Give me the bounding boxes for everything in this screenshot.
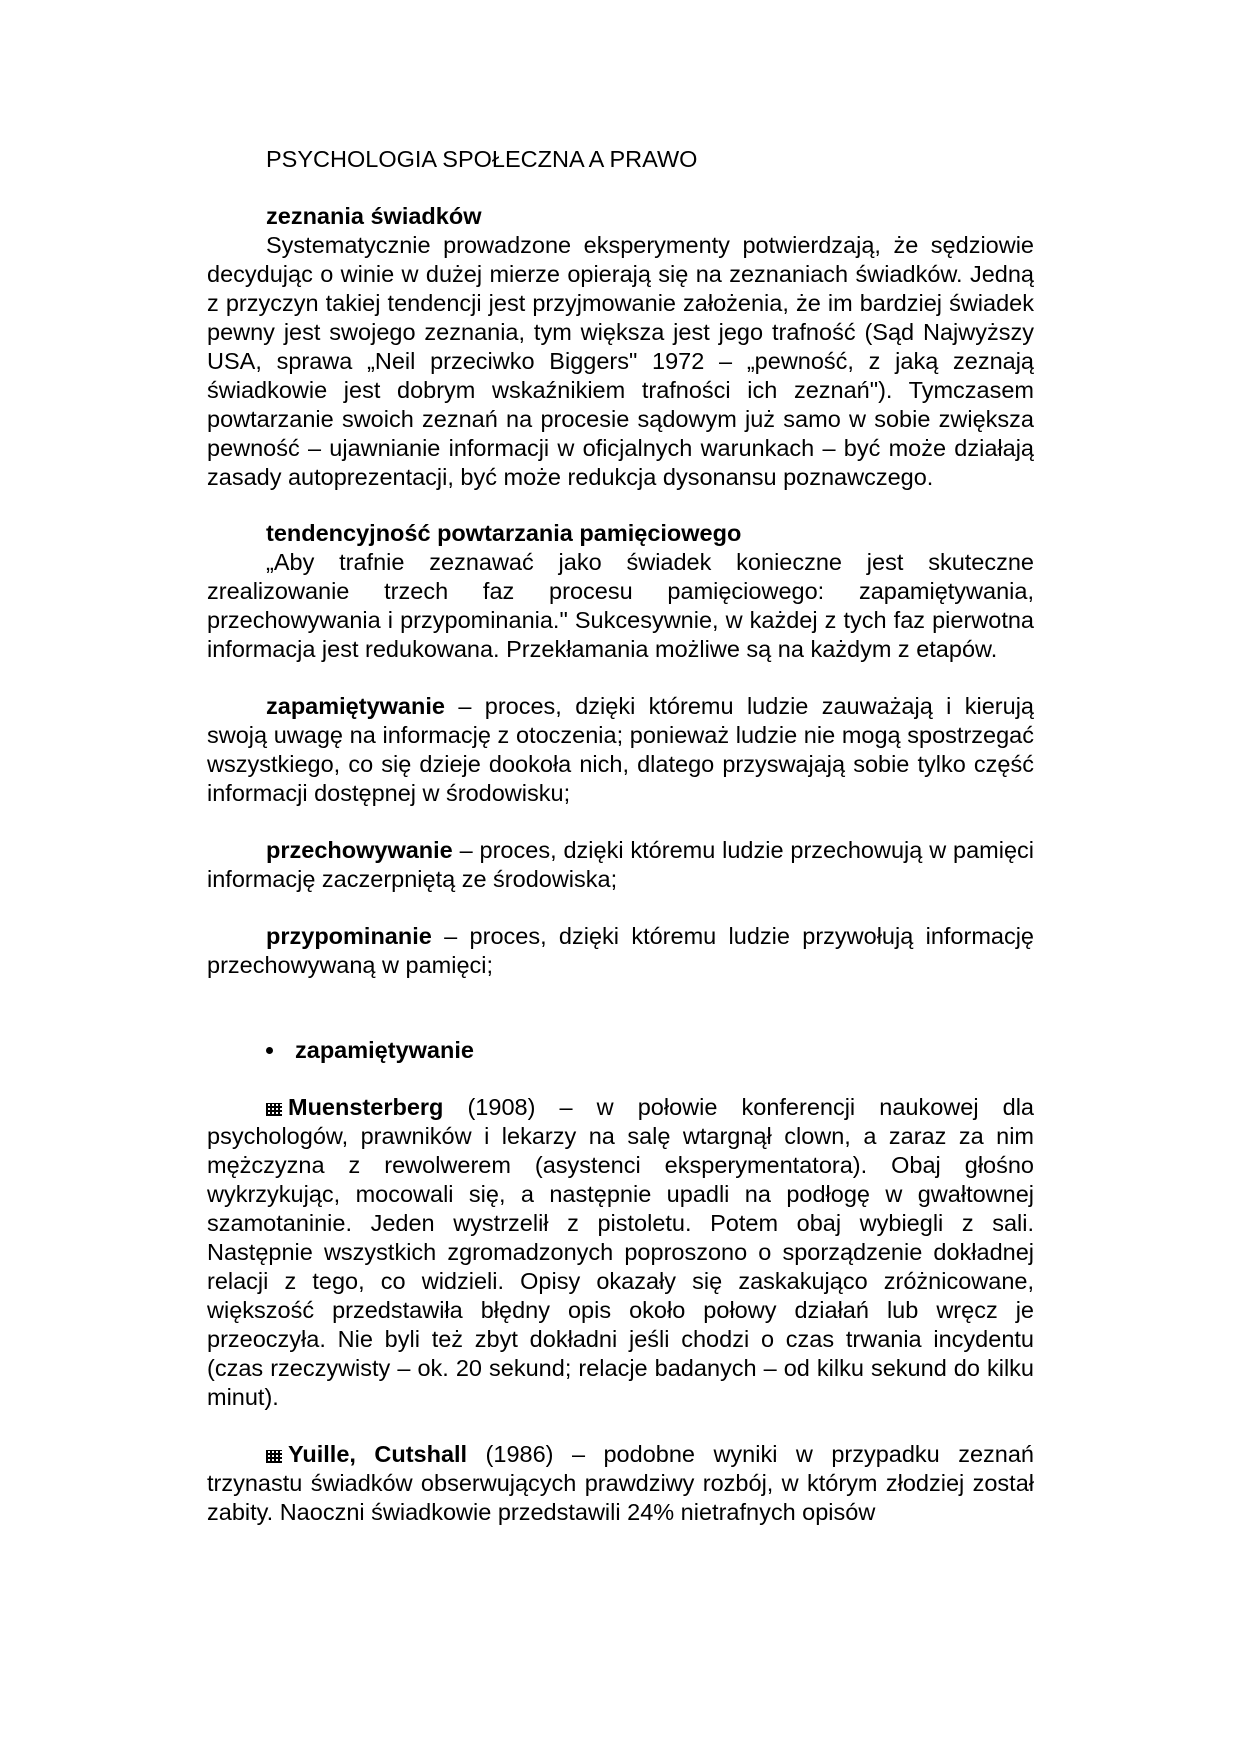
definition-storage [207, 836, 1034, 894]
document-title: PSYCHOLOGIA SPOŁECZNA A PRAWO [266, 146, 698, 172]
bullet-heading-text: zapamiętywanie [295, 1037, 474, 1063]
section-heading-witness-testimony: zeznania świadków [266, 203, 482, 229]
paragraph-witness-testimony: Systematycznie prowadzone eksperymenty potwierdzają, że sędziowie decydując o winie w dużej mierze opierają się na zeznaniach świadków. Jedną z przyczyn takiej tendencji jest przyjmowanie założenia, że im bardziej świadek pewny jest swojego zeznania, tym większa jest jego trafność (Sąd Najwyższy USA, sprawa „Neil przeciwko Biggers" 1972 – „pewność, z jaką zeznają świadkowie jest dobrym wskaźnikiem trafności ich zeznań"). Tymczasem powtarzanie swoich zeznań na procesie sądowym już samo w sobie zwiększa pewność – ujawnianie informacji w oficjalnych warunkach – być może działają zasady autoprezentacji, być może redukcja dysonansu poznawczego. [207, 232, 1034, 490]
study-yuille-cutshall [207, 1440, 1034, 1527]
section-heading-memory-bias: tendencyjność powtarzania pamięciowego [266, 520, 742, 546]
study-author: Muensterberg [288, 1094, 444, 1120]
study-author: Yuille, Cutshall [288, 1441, 468, 1467]
definition-text: – proces, dzięki któremu ludzie przywołują informację przechowywaną w pamięci; [207, 923, 1034, 978]
definition-retrieval [207, 922, 1034, 980]
definition-term: zapamiętywanie [266, 693, 445, 719]
study-muensterberg [207, 1093, 1034, 1412]
study-text: (1986) – podobne wyniki w przypadku zeznań trzynastu świadków obserwujących prawdziwy rozbój, w którym złodziej został zabity. Naoczni świadkowie przedstawili 24% nietrafnych opisów [207, 1441, 1034, 1525]
document-page [207, 143, 1034, 1527]
bullet-dot-icon [266, 1047, 273, 1054]
definition-text: – proces, dzięki któremu ludzie przechowują w pamięci informację zaczerpniętą ze środowiska; [207, 837, 1034, 892]
grid-bullet-icon [266, 1103, 282, 1116]
definition-term: przypominanie [266, 923, 432, 949]
bullet-heading [266, 1036, 1034, 1065]
definition-encoding [207, 692, 1034, 808]
study-text: (1908) – w połowie konferencji naukowej dla psychologów, prawników i lekarzy na salę wtargnął clown, a zaraz za nim mężczyzna z rewolwerem (asystenci eksperymentatora). Obaj głośno wykrzykując, mocowali się, a następnie upadli na podłogę w gwałtownej szamotaninie. Jeden wystrzelił z pistoletu. Potem obaj wybiegli z sali. Następnie wszystkich zgromadzonych poproszono o sporządzenie dokładnej relacji z tego, co widzieli. Opisy okazały się zaskakująco zróżnicowane, większość przedstawiła błędny opis około połowy działań lub wręcz je przeoczyła. Nie byli też zbyt dokładni jeśli chodzi o czas trwania incydentu (czas rzeczywisty – ok. 20 sekund; relacje badanych – od kilku sekund do kilku minut). [207, 1094, 1034, 1410]
grid-bullet-icon [266, 1450, 282, 1463]
paragraph-memory-bias: „Aby trafnie zeznawać jako świadek konieczne jest skuteczne zrealizowanie trzech faz procesu pamięciowego: zapamiętywania, przechowywania i przypominania." Sukcesywnie, w każdej z tych faz pierwotna informacja jest redukowana. Przekłamania możliwe są na każdym z etapów. [207, 549, 1034, 662]
definition-term: przechowywanie [266, 837, 453, 863]
definition-text: – proces, dzięki któremu ludzie zauważają i kierują swoją uwagę na informację z otoczenia; ponieważ ludzie nie mogą spostrzegać wszystkiego, co się dzieje dookoła nich, dlatego przyswajają sobie tylko część informacji dostępnej w środowisku; [207, 693, 1034, 806]
